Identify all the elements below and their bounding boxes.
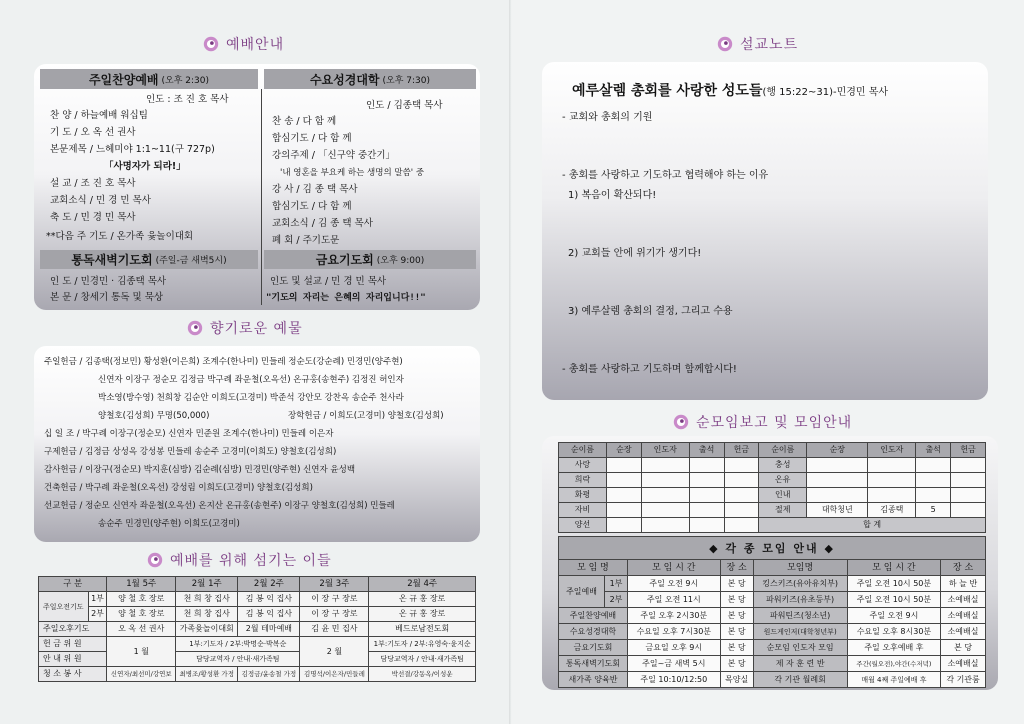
offering-line: 구제헌금 / 김정금 상성옥 강성봉 민들레 송순주 고경미(이희도) 양철호(김성희)	[44, 447, 337, 457]
meeting-name: 파워틴즈(청소년)	[753, 608, 847, 624]
row-label: 안 내 위 원	[39, 652, 107, 667]
wednesday-title: 수요성경대학	[309, 72, 380, 87]
cell: 온 규 홍 장로	[369, 607, 476, 622]
friday-line: 인도 및 설교 / 민 경 민 목사	[270, 276, 387, 287]
group-name: 화평	[559, 488, 607, 503]
cell: 수요일 오후 8시30분	[847, 624, 940, 640]
offering-line: 십 일 조 / 박구례 이장구(정순모) 신연자 민준원 조계수(한나미) 민들레 이은자	[44, 429, 334, 439]
cell: 가족윷놀이대회	[176, 622, 238, 637]
worship-panel	[34, 64, 480, 310]
dawn-line: 본 문 / 창세기 통독 및 묵상	[50, 292, 164, 303]
offering-line: 주일헌금 / 김종택(정보민) 황성환(이은희) 조계수(한나미) 민들레 정순도(강순례) 민경민(양주현)	[44, 357, 403, 367]
cell: 매월 4째 주일예배 후	[847, 672, 940, 688]
sermon-heading: 예루살렘 총회를 사랑한 성도들	[572, 83, 763, 99]
cell: 1부:기도자 / 2부:유영숙·윤지순	[369, 637, 476, 652]
cell: 본 당	[720, 656, 753, 672]
cell: 신연자/최선미/강연보	[107, 667, 176, 682]
header-cell: 헌금	[951, 443, 986, 458]
cell: 수요일 오후 7시30분	[627, 624, 720, 640]
header-cell: 출석	[916, 443, 951, 458]
cell: 본 당	[720, 640, 753, 656]
cell: 박선결/강동옥/이성운	[369, 667, 476, 682]
wednesday-line: 찬 송 / 다 함 께	[272, 116, 337, 127]
cell: 소예배실	[941, 592, 986, 608]
cell: 베드로남전도회	[369, 622, 476, 637]
friday-time: (오후 9:00)	[376, 256, 425, 266]
divider	[261, 89, 262, 305]
offering-line: 박소영(방수영) 천희창 김순안 이희도(고경미) 박준석 강안모 강찬옥 송순주 천사라	[98, 393, 404, 403]
sunday-title: 주일찬양예배	[88, 72, 159, 87]
cell: 최병조/황성환 가정	[176, 667, 238, 682]
group-name: 인내	[759, 488, 807, 503]
cell: 김 봉 익 집사	[238, 592, 300, 607]
cell: 대학청년	[807, 503, 868, 518]
cell: 담당교역자 / 안내·새가족팀	[176, 652, 300, 667]
header-cell: 2월 3주	[300, 577, 369, 592]
sermon-note-panel	[542, 62, 988, 400]
cell: 소예배실	[941, 656, 986, 672]
offering-line: 선교헌금 / 정순모 신연자 좌운철(오옥선) 온지산 온규홍(송현주) 이장구 양철호(김성희) 민들레	[44, 501, 395, 511]
note-line: 3) 예루살렘 총회의 결정, 그리고 수용	[568, 306, 733, 317]
table-row	[559, 473, 986, 488]
cell: 2부	[605, 592, 628, 608]
meeting-name: 제 자 훈 련 반	[753, 656, 847, 672]
header-cell: 인도자	[641, 443, 689, 458]
offering-section-title	[186, 318, 303, 338]
cell: 5	[916, 503, 951, 518]
swirl-icon	[186, 319, 204, 337]
cell: 주일 오전 10시 50분	[847, 576, 940, 592]
header-cell: 구 분	[39, 577, 107, 592]
group-name: 절제	[759, 503, 807, 518]
note-line: 1) 복음이 확산되다!	[568, 190, 657, 201]
cell: 양 철 호 장로	[107, 607, 176, 622]
table-row	[559, 560, 986, 576]
wednesday-line: 폐 회 / 주기도문	[272, 235, 340, 246]
worship-title-text: 예배안내	[226, 37, 285, 53]
table-row	[559, 458, 986, 473]
meeting-name: 새가족 양육반	[559, 672, 628, 688]
friday-motto: "기도의 자리는 은혜의 자리입니다!!"	[266, 293, 426, 303]
cell: 주일 오전 11시	[627, 592, 720, 608]
sunday-line: **다음 주 기도 / 온가족 윷놀이대회	[46, 231, 194, 242]
cell: 김종택	[868, 503, 916, 518]
table-row	[559, 608, 986, 624]
sunday-line: 축 도 / 민 경 민 목사	[50, 212, 136, 223]
wednesday-line: 강의주제 / 「신구약 중간기」	[272, 150, 396, 161]
dawn-line: 인 도 / 민경민 · 김종택 목사	[50, 276, 167, 287]
cell: 김 윤 민 집사	[300, 622, 369, 637]
swirl-icon	[716, 35, 734, 53]
cell: 2월 테마예배	[238, 622, 300, 637]
sermon-section-title	[716, 34, 798, 54]
sunday-line: 교회소식 / 민 경 민 목사	[50, 195, 151, 206]
report-panel	[542, 436, 998, 690]
cell: 이 장 구 장로	[300, 607, 369, 622]
servers-title-text: 예배를 위해 섬기는 이들	[170, 553, 332, 569]
table-row	[559, 488, 986, 503]
sunday-time: (오후 2:30)	[161, 75, 210, 86]
offering-line: 건축헌금 / 박구례 좌운철(오옥선) 강성림 이희도(고경미) 양철호(김성희)	[44, 483, 313, 493]
total-label: 합 계	[759, 518, 986, 533]
group-name: 사랑	[559, 458, 607, 473]
cell: 이 장 구 장로	[300, 592, 369, 607]
cell: 김명석/이은자/민들레	[300, 667, 369, 682]
cell: 소예배실	[941, 608, 986, 624]
dawn-time: (주일-금 새벽5시)	[155, 256, 227, 266]
cell: 1 월	[107, 637, 176, 667]
table-row	[559, 656, 986, 672]
table-row	[559, 640, 986, 656]
table-row	[559, 518, 986, 533]
cell: 주일 오전 10시 50분	[847, 592, 940, 608]
swirl-icon	[672, 413, 690, 431]
header-cell: 2월 4주	[369, 577, 476, 592]
cell: 2 월	[300, 637, 369, 667]
sunday-line: 본문제목 / 느헤미야 1:1~11(구 727p)	[50, 144, 215, 155]
meetings-table	[558, 536, 986, 688]
cell: 천 희 창 집사	[176, 592, 238, 607]
cell: 소예배실	[941, 624, 986, 640]
note-line: 2) 교회들 안에 위기가 생기다!	[568, 248, 702, 259]
table-row	[39, 577, 476, 592]
table-row	[39, 622, 476, 637]
table-row	[39, 637, 476, 652]
report-title-text: 순모임보고 및 모임안내	[696, 415, 853, 431]
cell: 본 당	[720, 592, 753, 608]
cell: 주일 오후예배 후	[847, 640, 940, 656]
header-cell: 인도자	[868, 443, 916, 458]
header-cell: 순장	[807, 443, 868, 458]
table-row	[559, 624, 986, 640]
offering-line: 감사헌금 / 이장구(정순모) 박지훈(심방) 김순례(심방) 민경민(양주현) 신연자 윤성백	[44, 465, 356, 475]
cell: 본 당	[720, 624, 753, 640]
header-cell: 출석	[689, 443, 724, 458]
wednesday-line: 합심기도 / 다 함 께	[272, 201, 352, 212]
group-name: 충성	[759, 458, 807, 473]
friday-header	[264, 250, 476, 269]
meetings-caption: ◆ 각 종 모임 안내 ◆	[558, 536, 986, 559]
header-cell: 1월 5주	[107, 577, 176, 592]
meeting-name: 킹스키즈(유아유치부)	[753, 576, 847, 592]
header-cell: 모 임 시 간	[847, 560, 940, 576]
wednesday-line: 인도 / 김종택 목사	[366, 100, 443, 111]
cell: 오 옥 선 권사	[107, 622, 176, 637]
table-row	[39, 667, 476, 682]
header-cell: 순장	[606, 443, 641, 458]
row-label: 주일오후기도	[39, 622, 107, 637]
cell: 1부	[88, 592, 107, 607]
meeting-name: 순모임 인도자 모임	[753, 640, 847, 656]
row-label: 주일오전기도	[39, 592, 89, 622]
sunday-line: 기 도 / 오 옥 선 권사	[50, 127, 136, 138]
cell: 온 규 홍 장로	[369, 592, 476, 607]
swirl-icon	[146, 551, 164, 569]
cell: 1부	[605, 576, 628, 592]
header-cell: 2월 2주	[238, 577, 300, 592]
sunday-line: 인도 : 조 진 호 목사	[146, 94, 229, 105]
cell: 본 당	[941, 640, 986, 656]
meeting-name: 주일찬양예배	[559, 608, 628, 624]
meeting-name: 통독새벽기도회	[559, 656, 628, 672]
meeting-name: 파워키즈(유초등부)	[753, 592, 847, 608]
sunday-line: 설 교 / 조 진 호 목사	[50, 178, 136, 189]
offering-panel	[34, 346, 480, 542]
header-cell: 장 소	[720, 560, 753, 576]
sermon-reference: (행 15:22~31)-민경민 목사	[762, 87, 889, 98]
header-cell: 장 소	[941, 560, 986, 576]
header-cell: 모 임 명	[559, 560, 628, 576]
group-name: 자비	[559, 503, 607, 518]
cell: 담당교역자 / 안내·새가족팀	[369, 652, 476, 667]
table-row	[39, 592, 476, 607]
wednesday-time: (오후 7:30)	[382, 75, 431, 86]
sermon-title-text: 설교노트	[740, 37, 799, 53]
cell: 하 늘 반	[941, 576, 986, 592]
servers-table	[38, 576, 476, 682]
dawn-header	[40, 250, 258, 269]
servers-section-title	[146, 550, 332, 570]
meeting-name: 원드게인저(대학청년부)	[753, 624, 847, 640]
note-line: - 교회와 총회의 기원	[562, 112, 653, 123]
sermon-heading-row	[572, 80, 888, 100]
note-line: - 총회를 사랑하고 기도하며 함께합시다!	[562, 364, 737, 375]
sermon-title: 「사명자가 되라!」	[104, 161, 186, 172]
meeting-name: 주일예배	[559, 576, 605, 608]
table-row	[559, 503, 986, 518]
offering-title-text: 향기로운 예물	[210, 321, 303, 337]
offering-line: 양철호(김성희) 무명(50,000)	[98, 411, 210, 421]
offering-line: 장학헌금 / 이희도(고경미) 양철호(김성희)	[288, 411, 444, 421]
header-cell: 헌금	[724, 443, 759, 458]
offering-line: 신연자 이장구 정순모 김정금 박구례 좌운철(오옥선) 온규홍(송현주) 김정진 허인자	[98, 375, 404, 385]
cell: 주일 오전 9시	[847, 608, 940, 624]
cell: 본 당	[720, 576, 753, 592]
wednesday-line: '내 영혼을 부요케 하는 생명의 말씀' 중	[280, 168, 425, 178]
wednesday-line: 강 사 / 김 종 택 목사	[272, 184, 358, 195]
cell: 천 희 창 집사	[176, 607, 238, 622]
meeting-name: 각 기관 월례회	[753, 672, 847, 688]
cell: 목양실	[720, 672, 753, 688]
cell: 금요일 오후 9시	[627, 640, 720, 656]
cell: 주일 오후 2시30분	[627, 608, 720, 624]
wednesday-header	[264, 69, 476, 89]
cell: 본 당	[720, 608, 753, 624]
header-cell: 모임명	[753, 560, 847, 576]
meeting-name: 금요기도회	[559, 640, 628, 656]
group-name: 온유	[759, 473, 807, 488]
wednesday-line: 합심기도 / 다 함 께	[272, 133, 352, 144]
group-report-table	[558, 442, 986, 533]
cell: 주간(월오전),야간(수저녁)	[847, 656, 940, 672]
right-page	[512, 0, 1024, 724]
header-cell: 모 임 시 간	[627, 560, 720, 576]
table-row	[559, 672, 986, 688]
worship-section-title	[202, 34, 284, 54]
cell: 김 봉 익 집사	[238, 607, 300, 622]
wednesday-line: 교회소식 / 김 종 택 목사	[272, 218, 373, 229]
cell: 양 철 호 장로	[107, 592, 176, 607]
cell: 2부	[88, 607, 107, 622]
group-name: 희락	[559, 473, 607, 488]
table-row	[559, 443, 986, 458]
cell: 주일 오전 9시	[627, 576, 720, 592]
sunday-header	[40, 69, 258, 89]
sunday-line: 찬 양 / 하늘예배 워십팀	[50, 110, 148, 121]
row-label: 헌 금 위 원	[39, 637, 107, 652]
cell: 주일~금 새벽 5시	[627, 656, 720, 672]
meeting-name: 수요성경대학	[559, 624, 628, 640]
row-label: 청 소 봉 사	[39, 667, 107, 682]
friday-title: 금요기도회	[315, 253, 374, 267]
header-cell: 순이름	[559, 443, 607, 458]
table-row	[39, 652, 476, 667]
note-line: - 총회를 사랑하고 기도하고 협력해야 하는 이유	[562, 170, 769, 181]
cell: 주일 10:10/12:50	[627, 672, 720, 688]
cell: 1부:기도자 / 2부:박명순·박복순	[176, 637, 300, 652]
swirl-icon	[202, 35, 220, 53]
report-section-title	[672, 412, 852, 432]
header-cell: 순이름	[759, 443, 807, 458]
offering-line: 송순주 민경민(양주현) 이희도(고경미)	[98, 519, 240, 529]
header-cell: 2월 1주	[176, 577, 238, 592]
cell: 김정금/윤송철 가정	[238, 667, 300, 682]
table-row	[559, 576, 986, 592]
table-row	[559, 592, 986, 608]
group-name: 양선	[559, 518, 607, 533]
cell: 각 기관룸	[941, 672, 986, 688]
dawn-title: 통독새벽기도회	[71, 253, 153, 267]
table-row	[39, 607, 476, 622]
